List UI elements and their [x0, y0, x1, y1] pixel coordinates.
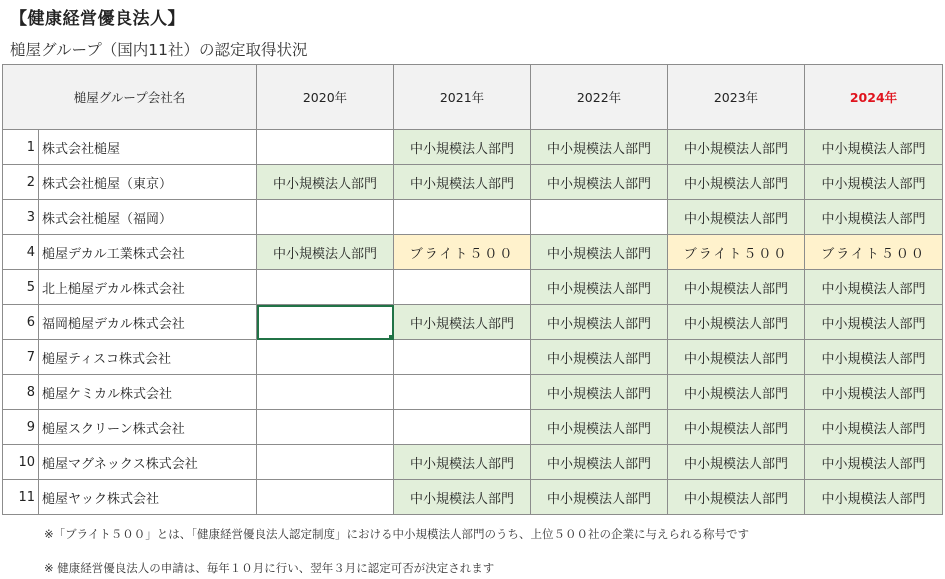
company-name-cell[interactable]: 槌屋ティスコ株式会社 — [39, 340, 257, 375]
row-number[interactable]: 5 — [3, 270, 39, 305]
cert-status-text: 中小規模法人部門 — [547, 351, 652, 367]
cert-status-text: 中小規模法人部門 — [684, 421, 789, 437]
cert-cell-2023[interactable] — [668, 305, 805, 340]
row-number[interactable]: 11 — [3, 480, 39, 515]
cert-cell-2022[interactable] — [531, 270, 668, 305]
cert-cell-2024[interactable] — [805, 445, 943, 480]
cert-cell-2022[interactable] — [531, 305, 668, 340]
cert-cell-2021[interactable] — [394, 165, 531, 200]
year-header-2020[interactable]: 2020年 — [257, 65, 394, 130]
cert-cell-2021[interactable] — [394, 270, 531, 305]
cert-status-text: 中小規模法人部門 — [547, 141, 652, 157]
cert-status-text: 中小規模法人部門 — [821, 456, 926, 472]
cert-cell-2022[interactable] — [531, 235, 668, 270]
cert-status-text: 中小規模法人部門 — [410, 456, 515, 472]
page-title: 【健康経営優良法人】 — [10, 9, 185, 29]
cert-cell-2024[interactable] — [805, 235, 943, 270]
table-row — [3, 410, 943, 445]
cert-cell-2022[interactable] — [531, 340, 668, 375]
cert-status-text: 中小規模法人部門 — [684, 351, 789, 367]
cert-status-text: 中小規模法人部門 — [547, 491, 652, 507]
cert-status-text: ブライト５００ — [821, 246, 926, 262]
cert-cell-2023[interactable] — [668, 270, 805, 305]
company-name-cell[interactable]: 株式会社槌屋（福岡） — [39, 200, 257, 235]
table-row — [3, 305, 943, 340]
cert-cell-2023[interactable] — [668, 445, 805, 480]
cert-cell-2020[interactable] — [257, 340, 394, 375]
footnote-application: ※ 健康経営優良法人の申請は、毎年１０月に行い、翌年３月に認定可否が決定されます — [44, 561, 495, 575]
company-column-header[interactable]: 槌屋グループ会社名 — [3, 65, 257, 130]
cert-cell-2023[interactable] — [668, 340, 805, 375]
cert-status-text: ブライト５００ — [409, 246, 515, 262]
cert-status-text: 中小規模法人部門 — [684, 281, 789, 297]
company-name-cell[interactable]: 株式会社槌屋（東京） — [39, 165, 257, 200]
cert-cell-2024[interactable] — [805, 130, 943, 165]
cert-status-text: 中小規模法人部門 — [684, 386, 789, 402]
cert-status-text: 中小規模法人部門 — [821, 386, 926, 402]
table-row — [3, 270, 943, 305]
row-number[interactable]: 1 — [3, 130, 39, 165]
row-number[interactable]: 10 — [3, 445, 39, 480]
row-number[interactable]: 3 — [3, 200, 39, 235]
cert-status-text: 中小規模法人部門 — [684, 176, 789, 192]
cert-cell-2021[interactable] — [394, 480, 531, 515]
cert-cell-2023[interactable] — [668, 410, 805, 445]
cert-cell-2023[interactable] — [668, 235, 805, 270]
cert-cell-2020[interactable] — [257, 480, 394, 515]
cert-cell-2020[interactable] — [257, 165, 394, 200]
cert-cell-2020[interactable] — [257, 235, 394, 270]
cert-cell-2023[interactable] — [668, 480, 805, 515]
company-name-cell[interactable]: 槌屋スクリーン株式会社 — [39, 410, 257, 445]
cert-status-text: 中小規模法人部門 — [273, 246, 378, 262]
cert-status-text: 中小規模法人部門 — [684, 211, 789, 227]
header-row — [3, 65, 943, 130]
cert-cell-2020[interactable] — [257, 270, 394, 305]
cert-cell-2022[interactable] — [531, 480, 668, 515]
cert-cell-2021[interactable] — [394, 375, 531, 410]
table-row — [3, 445, 943, 480]
cert-cell-2021[interactable] — [394, 200, 531, 235]
cert-status-text: 中小規模法人部門 — [410, 176, 515, 192]
cert-cell-2024[interactable] — [805, 305, 943, 340]
cert-cell-2020[interactable] — [257, 375, 394, 410]
row-number[interactable]: 7 — [3, 340, 39, 375]
cert-status-text: 中小規模法人部門 — [547, 281, 652, 297]
table-row — [3, 165, 943, 200]
cert-cell-2020[interactable] — [257, 410, 394, 445]
cert-status-text: 中小規模法人部門 — [684, 141, 789, 157]
company-name-cell[interactable]: 槌屋デカル工業株式会社 — [39, 235, 257, 270]
row-number[interactable]: 6 — [3, 305, 39, 340]
cert-status-text: 中小規模法人部門 — [821, 351, 926, 367]
row-number[interactable]: 2 — [3, 165, 39, 200]
fill-handle[interactable] — [389, 335, 394, 340]
cert-status-text: 中小規模法人部門 — [684, 456, 789, 472]
year-header-2022[interactable]: 2022年 — [531, 65, 668, 130]
year-header-2024[interactable]: 2024年 — [805, 65, 943, 130]
cert-cell-2024[interactable] — [805, 200, 943, 235]
year-header-2021[interactable]: 2021年 — [394, 65, 531, 130]
cert-status-text: 中小規模法人部門 — [684, 316, 789, 332]
cert-status-text: 中小規模法人部門 — [410, 141, 515, 157]
cert-cell-2020[interactable] — [257, 305, 394, 340]
cert-status-text: 中小規模法人部門 — [821, 281, 926, 297]
table-row — [3, 340, 943, 375]
cert-cell-2021[interactable] — [394, 130, 531, 165]
cert-cell-2021[interactable] — [394, 340, 531, 375]
table-row — [3, 235, 943, 270]
cert-status-text: 中小規模法人部門 — [821, 211, 926, 227]
cert-cell-2021[interactable] — [394, 305, 531, 340]
cert-status-text: ブライト５００ — [683, 246, 789, 262]
cert-cell-2022[interactable] — [531, 130, 668, 165]
cert-cell-2024[interactable] — [805, 165, 943, 200]
cert-cell-2022[interactable] — [531, 165, 668, 200]
cert-cell-2022[interactable] — [531, 375, 668, 410]
cert-status-text: 中小規模法人部門 — [684, 491, 789, 507]
cert-cell-2024[interactable] — [805, 340, 943, 375]
table-body — [3, 130, 943, 515]
cert-status-text: 中小規模法人部門 — [821, 421, 926, 437]
cert-status-text: 中小規模法人部門 — [821, 316, 926, 332]
cert-status-text: 中小規模法人部門 — [547, 386, 652, 402]
company-name-cell[interactable]: 株式会社槌屋 — [39, 130, 257, 165]
cert-cell-2023[interactable] — [668, 165, 805, 200]
cert-status-text: 中小規模法人部門 — [821, 176, 926, 192]
cert-status-text: 中小規模法人部門 — [273, 176, 378, 192]
cert-cell-2024[interactable] — [805, 270, 943, 305]
footnote-bright500: ※「ブライト５００」とは、「健康経営優良法人認定制度」における中小規模法人部門のうち、上位５００社の企業に与えられる称号です — [44, 527, 750, 541]
row-number[interactable]: 9 — [3, 410, 39, 445]
cert-cell-2024[interactable] — [805, 375, 943, 410]
cert-cell-2020[interactable] — [257, 200, 394, 235]
page-subtitle: 槌屋グループ（国内11社）の認定取得状況 — [10, 41, 308, 59]
cert-cell-2020[interactable] — [257, 445, 394, 480]
row-number[interactable]: 4 — [3, 235, 39, 270]
company-name-cell[interactable]: 槌屋マグネックス株式会社 — [39, 445, 257, 480]
cert-cell-2024[interactable] — [805, 410, 943, 445]
table-row — [3, 130, 943, 165]
cert-status-text: 中小規模法人部門 — [410, 316, 515, 332]
cert-status-text: 中小規模法人部門 — [547, 176, 652, 192]
cert-cell-2021[interactable] — [394, 445, 531, 480]
cert-cell-2022[interactable] — [531, 200, 668, 235]
company-name-cell[interactable]: 福岡槌屋デカル株式会社 — [39, 305, 257, 340]
cert-status-text: 中小規模法人部門 — [410, 491, 515, 507]
table-row — [3, 200, 943, 235]
cert-status-text: 中小規模法人部門 — [547, 421, 652, 437]
table-row — [3, 480, 943, 515]
cert-cell-2020[interactable] — [257, 130, 394, 165]
cert-cell-2023[interactable] — [668, 375, 805, 410]
cert-cell-2021[interactable] — [394, 410, 531, 445]
cert-status-text: 中小規模法人部門 — [547, 456, 652, 472]
table-row — [3, 375, 943, 410]
cert-status-text: 中小規模法人部門 — [821, 491, 926, 507]
cert-status-text: 中小規模法人部門 — [547, 246, 652, 262]
row-number[interactable]: 8 — [3, 375, 39, 410]
company-name-cell[interactable]: 槌屋ケミカル株式会社 — [39, 375, 257, 410]
company-name-cell[interactable]: 槌屋ヤック株式会社 — [39, 480, 257, 515]
certification-table — [2, 64, 943, 515]
cert-cell-2023[interactable] — [668, 130, 805, 165]
cert-cell-2021[interactable] — [394, 235, 531, 270]
cert-status-text: 中小規模法人部門 — [547, 316, 652, 332]
cert-cell-2024[interactable] — [805, 480, 943, 515]
cert-cell-2023[interactable] — [668, 200, 805, 235]
cert-status-text: 中小規模法人部門 — [821, 141, 926, 157]
cert-cell-2022[interactable] — [531, 410, 668, 445]
company-name-cell[interactable]: 北上槌屋デカル株式会社 — [39, 270, 257, 305]
cert-cell-2022[interactable] — [531, 445, 668, 480]
year-header-2023[interactable]: 2023年 — [668, 65, 805, 130]
